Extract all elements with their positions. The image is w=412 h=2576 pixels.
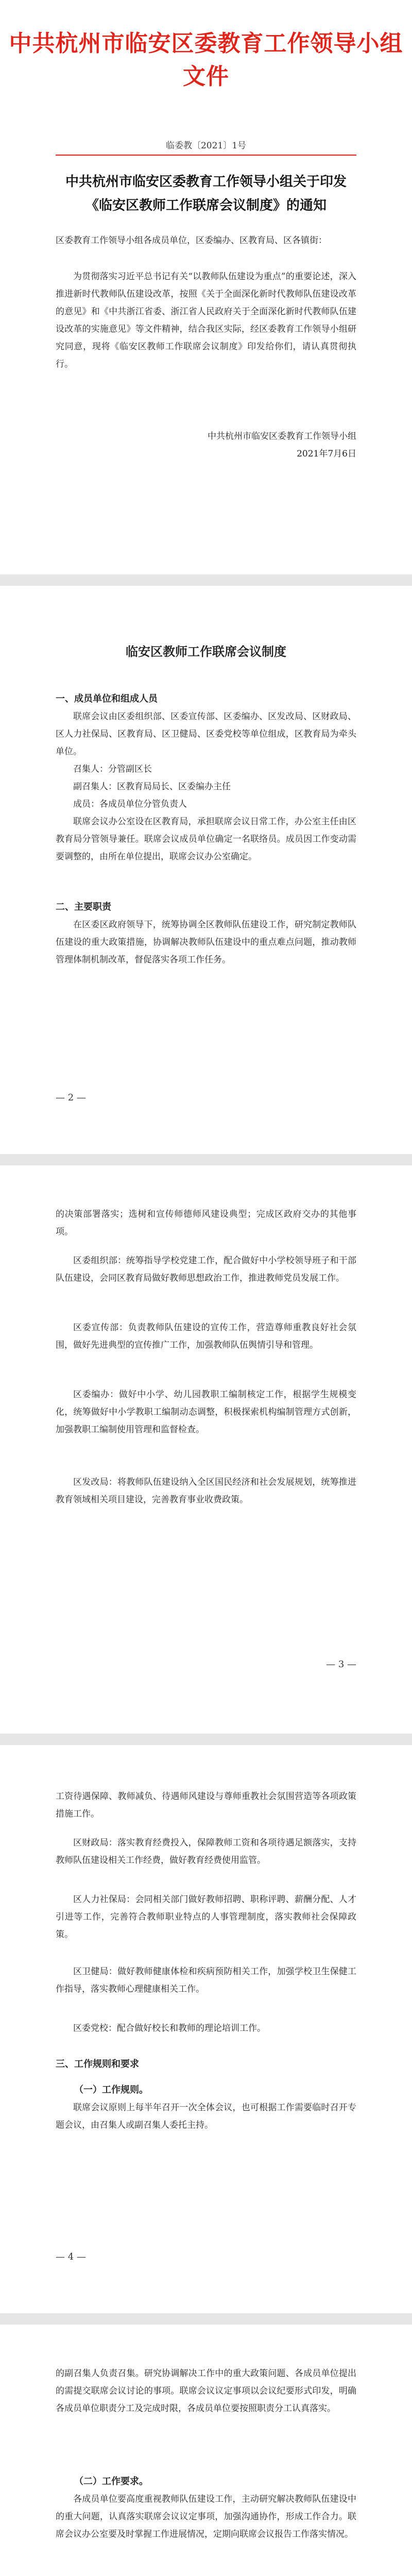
doc-number: 临委教〔2021〕1号 [165, 141, 247, 151]
page5-lead: 的副召集人负责召集。研究协调解决工作中的重大政策问题、各成员单位提出的需提交联席会议讨论的事项。联席会议议定事项以会议纪要形式印发，明确各成员单位职责分工及完成时限，各成员单位要按照职责分工认真落实。 [56, 2368, 356, 2414]
page-break [0, 574, 412, 586]
masthead: 中共杭州市临安区委教育工作领导小组文件 [9, 30, 403, 90]
rule1-title: （一）工作规则。 [74, 2084, 148, 2095]
notice-title-line1: 中共杭州市临安区委教育工作领导小组关于印发 [65, 174, 347, 190]
masthead-rule [56, 155, 356, 156]
page3-paragraph-3: 区委编办：做好中小学、幼儿园教职工编制核定工作，根据学生规模变化，统筹做好中小学教职工编制动态调整，积极探索机构编制管理方式创新，加强教职工编制使用管理和监督检查。 [56, 1389, 356, 1435]
regulation-title: 临安区教师工作联席会议制度 [126, 645, 286, 659]
section1-paragraph: 联席会议由区委组织部、区委宣传部、区委编办、区发改局、区财政局、区人力社保局、区教育局、区卫健局、区委党校等单位组成，区教育局为牵头单位。 [56, 711, 356, 757]
rule2-title: （二）工作要求。 [74, 2476, 148, 2487]
page4-paragraph-1: 区财政局：落实教育经费投入，保障教师工资和各项待遇足额落实，支持教师队伍建设相关工作经费，做好教育经费使用监管。 [56, 1838, 356, 1866]
signature: 中共杭州市临安区委教育工作领导小组 [208, 431, 356, 442]
section-heading-2: 二、主要职责 [56, 902, 111, 912]
page-number-2: — 2 — [56, 1092, 86, 1103]
page3-paragraph-2: 区委宣传部：负责教师队伍建设的宣传工作，营造尊师重教良好社会氛围，做好先进典型的宣传推广工作，加强教师队伍舆情引导和管理。 [56, 1323, 356, 1350]
page-break [0, 1154, 412, 1165]
section-heading-3: 三、工作规则和要求 [56, 2059, 139, 2070]
rule2-body: 各成员单位要高度重视教师队伍建设工作，主动研究解决教师队伍建设中的重大问题，认真落实联席会议议定事项，加强沟通协作，形成工作合力。联席会议办公室要及时掌握工作进展情况，定期向联席会议报告工作落实情况。 [56, 2494, 356, 2539]
page4-paragraph-4: 区委党校：配合做好校长和教师的理论培训工作。 [73, 2023, 266, 2033]
addressee: 区委教育工作领导小组各成员单位，区委编办、区教育局、区各镇街： [56, 235, 327, 246]
members: 成员：各成员单位分管负责人 [73, 799, 187, 809]
page3-paragraph-4: 区发改局：将教师队伍建设纳入全区国民经济和社会发展规划，统筹推进教育领域相关项目建设，完善教育事业收费政策。 [56, 1477, 356, 1505]
page4-paragraph-3: 区卫健局：做好教师健康体检和疾病预防相关工作，加强学校卫生保健工作指导，落实教师心理健康相关工作。 [56, 1967, 356, 1994]
notice-title-line2: 《临安区教师工作联席会议制度》的通知 [85, 198, 327, 213]
signature-date: 2021年7月6日 [297, 449, 356, 459]
page-break [0, 1734, 412, 1745]
section-heading-1: 一、成员单位和组成人员 [56, 693, 158, 704]
page-number-4: — 4 — [56, 2251, 86, 2262]
office-paragraph: 联席会议办公室设在区教育局，承担联席会议日常工作，办公室主任由区教育局分管领导兼任。联席会议成员单位确定一名联络员。成员因工作变动需要调整的，由所在单位提出，联席会议办公室确定。 [56, 817, 356, 862]
section2-paragraph: 在区委区政府领导下，统筹协调全区教师队伍建设工作，研究制定教师队伍建设的重大政策措施，协调解决教师队伍建设中的重点难点问题，推动教师管理体制机制改革，督促落实各项工作任务。 [56, 920, 356, 965]
convener: 召集人：分管副区长 [73, 764, 152, 774]
page4-paragraph-2: 区人力社保局：会同相关部门做好教师招聘、职称评聘、薪酬分配、人才引进等工作，完善符合教师职业特点的人事管理制度，落实教师社会保障政策。 [56, 1894, 356, 1940]
page3-lead: 的决策部署落实；选树和宣传师德师风建设典型；完成区政府交办的其他事项。 [56, 1209, 356, 1237]
notice-body: 为贯彻落实习近平总书记有关“以教师队伍建设为重点”的重要论述，深入推进新时代教师队伍建设改革，按照《关于全面深化新时代教师队伍建设改革的意见》和《中共浙江省委、浙江省人民政府关于全面深化新时代教师队伍建设改革的实施意见》等文件精神，结合我区实际，经区委教育工作领导小组研究同意，现将《临安区教师工作联席会议制度》印发给你们，请认真贯彻执行。 [56, 272, 356, 369]
page-break [0, 2313, 412, 2325]
page-number-3: — 3 — [326, 1659, 356, 1670]
page4-lead: 工资待遇保障、教师减负、待遇师风建设与尊师重教社会氛围营造等各项政策措施工作。 [56, 1791, 356, 1819]
deputy-convener: 副召集人：区教育局局长、区委编办主任 [73, 782, 231, 792]
page3-paragraph-1: 区委组织部：统筹指导学校党建工作，配合做好中小学校领导班子和干部队伍建设，会同区教育局做好教师思想政治工作，推进教师党员发展工作。 [56, 1256, 356, 1283]
rule1-body: 联席会议原则上每半年召开一次全体会议，也可根据工作需要临时召开专题会议，由召集人或副召集人委托主持。 [56, 2103, 356, 2130]
